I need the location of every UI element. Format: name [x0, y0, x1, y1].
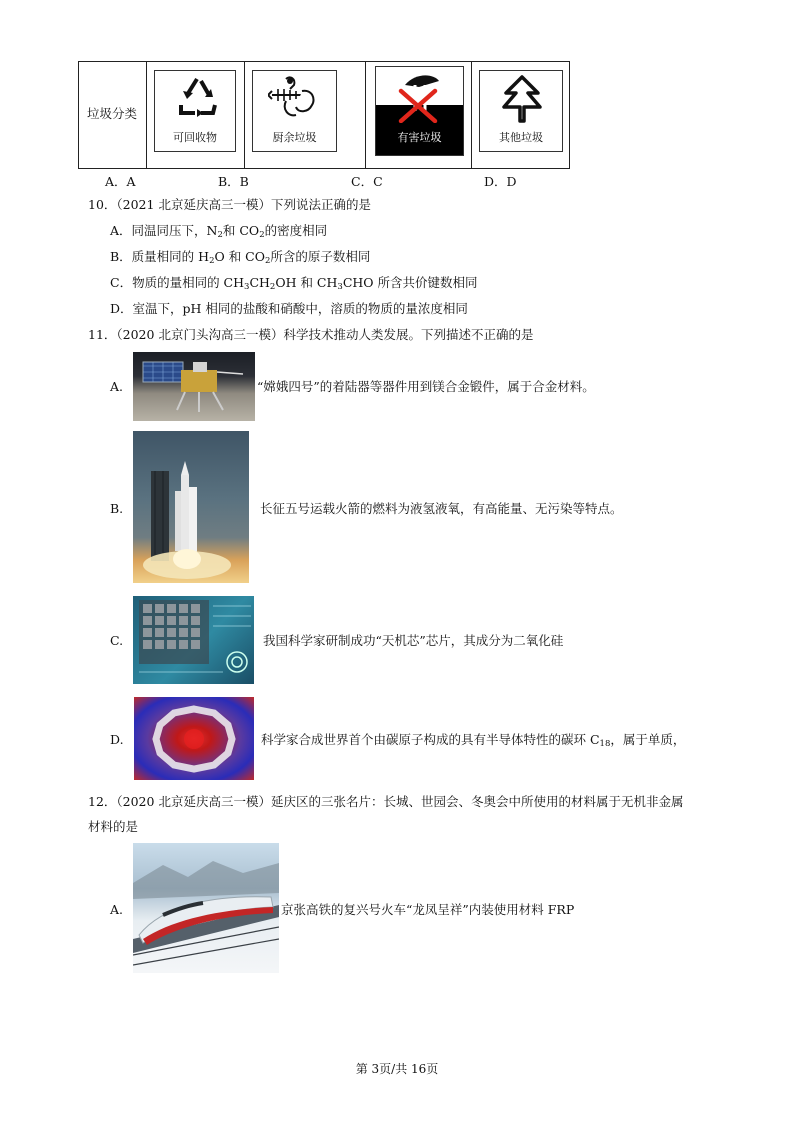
row-label: 垃圾分类 — [87, 106, 138, 121]
page-number: 第 3页/共 16页 — [355, 1062, 439, 1076]
hazard-icon — [395, 71, 445, 123]
q12-option-a-text: 京张高铁的复兴号火车“龙凤呈祥”内装使用材料 FRP — [281, 902, 575, 917]
q12-option-a-letter[interactable]: A. — [110, 902, 124, 917]
bin-label-other: 其他垃圾 — [499, 131, 543, 144]
q11-stem: 11．（2020 北京门头沟高三一模）科学技术推动人类发展。下列描述不正确的是 — [88, 327, 534, 342]
q9-option-a[interactable]: A．A — [105, 174, 136, 189]
high-speed-train-photo — [133, 843, 279, 973]
waste-classification-table — [78, 61, 570, 169]
lunar-lander-photo — [133, 352, 255, 421]
q10-option-a[interactable]: A．同温同压下，$N_2$和 $CO_2$的密度相同 — [110, 223, 328, 240]
q11-option-b-text: 长征五号运载火箭的燃料为液氢液氧，有高能量、无污染等特点。 — [260, 501, 623, 516]
q11-option-d-letter[interactable]: D. — [110, 732, 124, 747]
q10-option-b[interactable]: B．质量相同的 $H_2O$ 和 $CO_2$所含的原子数相同 — [110, 249, 371, 266]
q10-option-d[interactable]: D．室温下，pH 相同的盐酸和硝酸中，溶质的物质的量浓度相同 — [110, 301, 468, 316]
bin-label-recyclable: 可回收物 — [173, 131, 217, 144]
rocket-launch-photo — [133, 431, 249, 583]
carbon-ring-photo — [134, 697, 254, 780]
q11-option-b-letter[interactable]: B. — [110, 501, 124, 516]
q9-option-b[interactable]: B．B — [218, 174, 249, 189]
q11-option-a-letter[interactable]: A. — [110, 379, 124, 394]
bin-label-kitchen: 厨余垃圾 — [272, 131, 317, 144]
q12-stem-line1: 12．（2020 北京延庆高三一模）延庆区的三张名片：长城、世园会、冬奥会中所使用的材料属于无机非金属 — [88, 794, 684, 809]
q11-option-d-text: 科学家合成世界首个由碳原子构成的具有半导体特性的碳环 $C_{18}$，属于单质， — [261, 732, 686, 749]
bin-cell-hazardous — [365, 62, 471, 168]
q12-stem-line2: 材料的是 — [88, 819, 139, 834]
tianji-chip-photo — [133, 596, 254, 684]
other-waste-icon — [500, 75, 544, 123]
q11-option-c-letter[interactable]: C. — [110, 633, 124, 648]
fishbone-icon — [268, 73, 318, 123]
recycle-icon — [175, 75, 219, 121]
bin-label-hazardous: 有害垃圾 — [397, 131, 442, 144]
q10-stem: 10．（2021 北京延庆高三一模）下列说法正确的是 — [88, 197, 371, 212]
bin-cell-other — [471, 62, 570, 168]
q9-option-d[interactable]: D．D — [484, 174, 517, 189]
q9-option-c[interactable]: C．C — [351, 174, 383, 189]
bin-cell-recyclable — [146, 62, 244, 168]
q11-option-a-text: “嫦娥四号”的着陆器等器件用到镁合金锻件，属于合金材料。 — [257, 379, 595, 394]
q11-option-c-text: 我国科学家研制成功“天机芯”芯片，其成分为二氧化硅 — [263, 633, 564, 648]
q10-option-c[interactable]: C．物质的量相同的 $CH_3CH_2OH$ 和 $CH_3CHO$ 所含共价键数相同 — [110, 275, 478, 292]
bin-cell-kitchen — [244, 62, 342, 168]
